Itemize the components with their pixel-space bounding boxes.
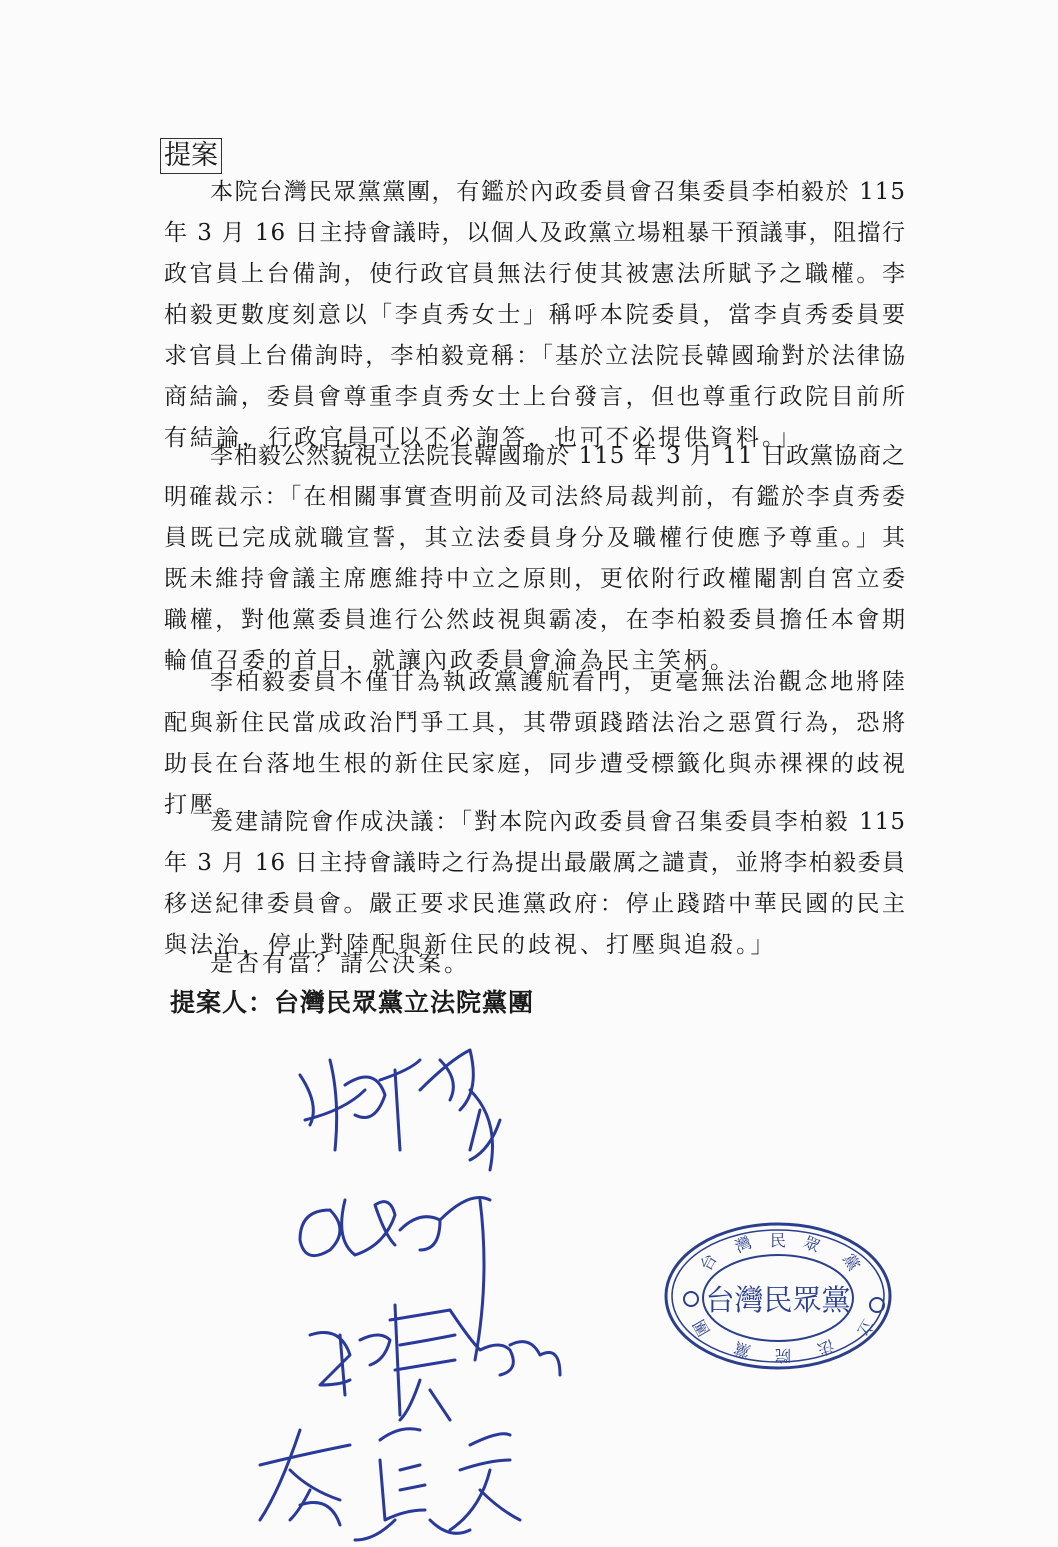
paragraph-line: 年 3 月 16 日主持會議時，以個人及政黨立場粗暴干預議事，阻擋行: [164, 220, 906, 246]
paragraph-line: 打壓。: [164, 792, 242, 818]
paragraph-line: 與法治，停止對陸配與新住民的歧視、打壓與追殺。」: [164, 932, 777, 958]
paragraph-line: 助長在台落地生根的新住民家庭，同步遭受標籤化與赤裸裸的歧視: [164, 751, 906, 777]
stamp-outer-char: 黨: [839, 1250, 864, 1274]
signature-4: [260, 1429, 520, 1540]
stamp-outer-char: 法: [815, 1335, 837, 1360]
stamp-outer-char: 團: [689, 1316, 714, 1340]
stamp-outer-char: 灣: [731, 1232, 755, 1257]
signature-3: [310, 1305, 560, 1420]
paragraph-line: 李柏毅公然藐視立法院長韓國瑜於 115 年 3 月 11 日政黨協商之: [210, 443, 906, 469]
stamp-outer-char: 立: [853, 1316, 878, 1340]
paragraph-line: 移送紀律委員會。嚴正要求民進黨政府：停止踐踏中華民國的民主: [164, 891, 906, 917]
paragraph-line: 求官員上台備詢時，李柏毅竟稱：「基於立法院長韓國瑜對於法律協: [164, 343, 906, 369]
paragraph-line: 員既已完成就職宣誓，其立法委員身分及職權行使應予尊重。」其: [164, 525, 906, 551]
paragraph-line: 爰建請院會作成決議：「對本院內政委員會召集委員李柏毅 115: [210, 809, 906, 835]
stamp-outer-char: 眾: [800, 1232, 824, 1257]
signature-1: [300, 1050, 500, 1170]
paragraph-line: 有結論，行政官員可以不必詢答，也可不必提供資料。」: [164, 425, 803, 451]
stamp-outer-char: 黨: [731, 1337, 753, 1362]
paragraph-line: 既未維持會議主席應維持中立之原則，更依附行政權閹割自宮立委: [164, 566, 906, 592]
stamp-outer-char: 院: [774, 1346, 792, 1365]
paragraph-line: 政官員上台備詢，使行政官員無法行使其被憲法所賦予之職權。李: [164, 261, 906, 287]
paragraph-line: 輪值召委的首日，就讓內政委員會淪為民主笑柄。: [164, 648, 736, 674]
paragraph-line: 職權，對他黨委員進行公然歧視與霸凌，在李柏毅委員擔任本會期: [164, 607, 906, 633]
paragraph-line: 柏毅更數度刻意以「李貞秀女士」稱呼本院委員，當李貞秀委員要: [164, 302, 906, 328]
paragraph-line: 本院台灣民眾黨黨團，有鑑於內政委員會召集委員李柏毅於 115: [210, 179, 906, 205]
stamp-outer-char: 台: [696, 1250, 721, 1274]
proposer-line: 提案人：台灣民眾黨立法院黨團: [170, 988, 535, 1017]
paragraph-line: 配與新住民當成政治鬥爭工具，其帶頭踐踏法治之惡質行為，恐將: [164, 710, 906, 736]
stamp-outer-char: 民: [769, 1231, 787, 1250]
paragraph-line: 明確裁示：「在相關事實查明前及司法終局裁判前，有鑑於李貞秀委: [164, 484, 906, 510]
paragraph-line: 李柏毅委員不僅甘為執政黨護航看門，更毫無法治觀念地將陸: [210, 669, 906, 695]
document-heading: 提案: [160, 138, 222, 174]
paragraph-line: 商結論，委員會尊重李貞秀女士上台發言，但也尊重行政院目前所: [164, 384, 906, 410]
paragraph-line: 是否有當？請公決案。: [210, 951, 470, 977]
stamp-inner-text: 台灣民眾黨: [705, 1283, 851, 1317]
paragraph-line: 年 3 月 16 日主持會議時之行為提出最嚴厲之譴責，並將李柏毅委員: [164, 850, 906, 876]
